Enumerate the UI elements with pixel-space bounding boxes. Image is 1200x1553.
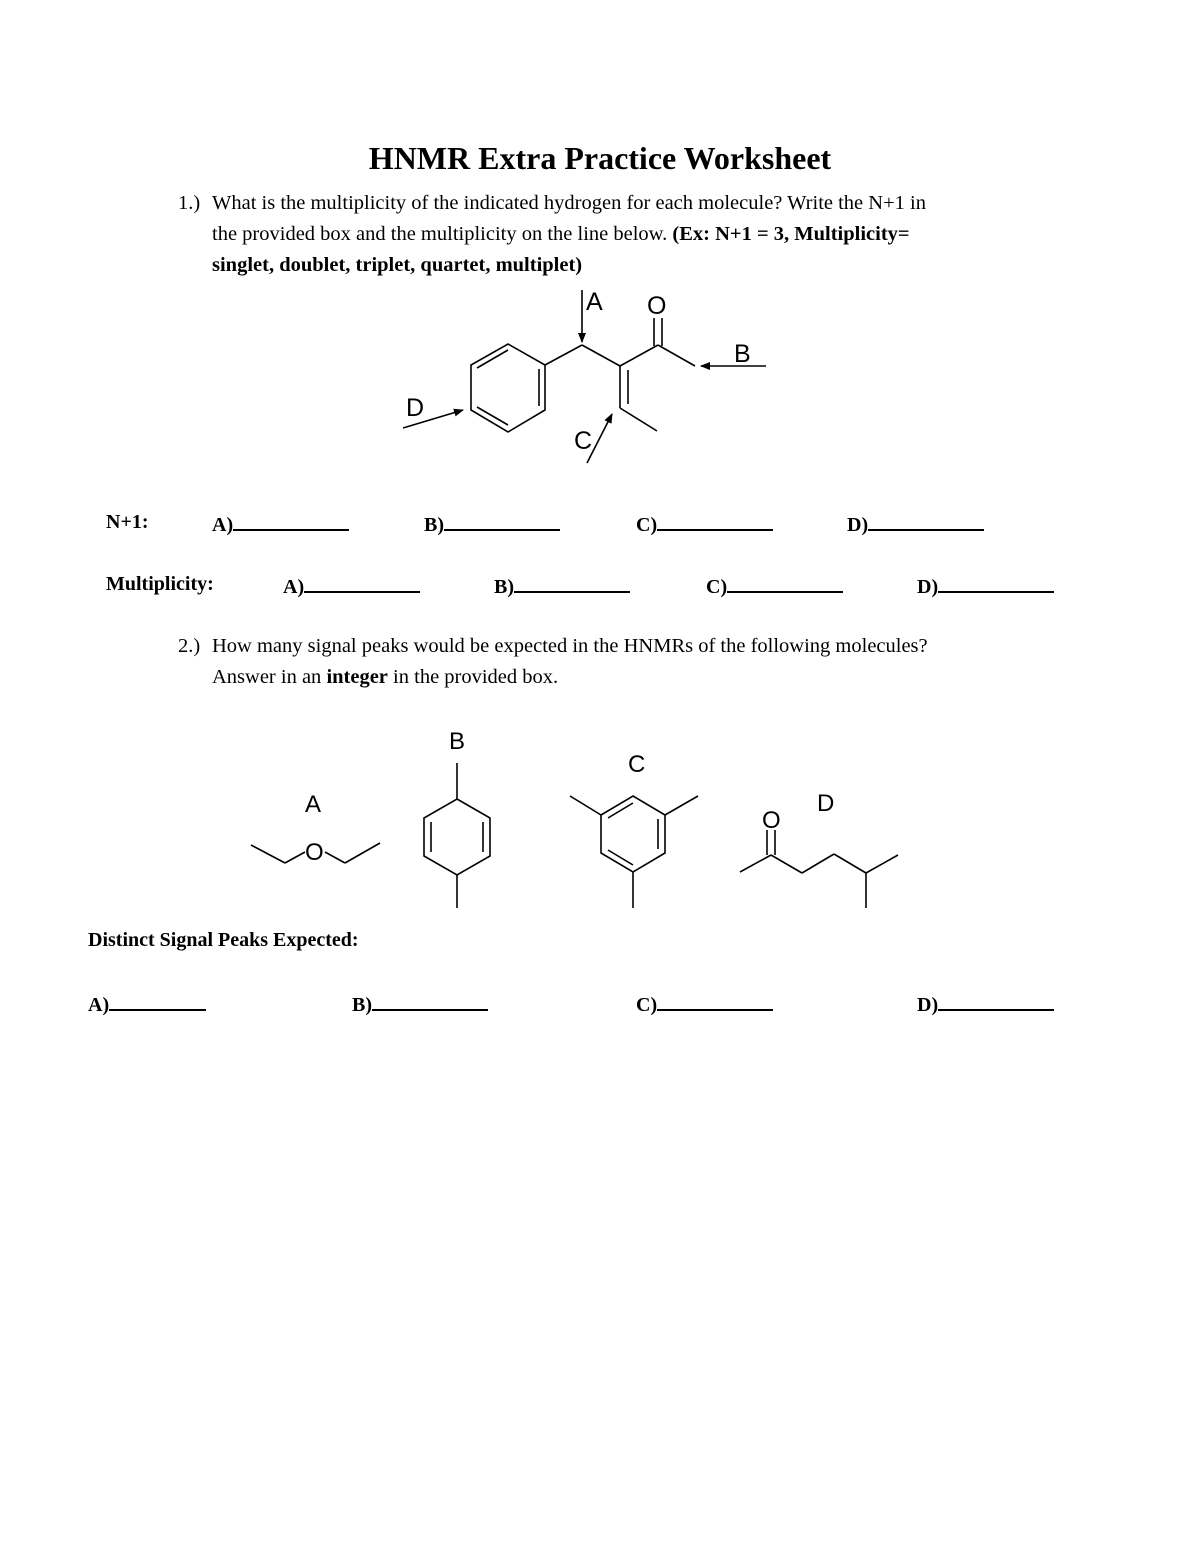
label-oxygen: O [647,292,667,320]
molecule-label-c: C [628,751,646,778]
question-2-number: 2.) [178,635,201,657]
peaks-answer-a[interactable]: A) [88,991,206,1017]
molecule-d-oxygen: O [762,807,781,834]
label-b: B [734,340,751,368]
label-c: C [574,427,593,455]
question-2-line-2-post: in the provided box. [387,666,559,688]
question-1-line-1: What is the multiplicity of the indicated hydrogen for each molecule? Write the N+1 in [212,192,926,214]
question-1-number: 1.) [178,192,201,214]
peaks-answer-d[interactable]: D) [917,991,1054,1017]
multiplicity-answer-b[interactable]: B) [494,573,630,599]
peaks-label: Distinct Signal Peaks Expected: [88,929,359,951]
molecule-b [424,763,490,908]
peaks-answer-b[interactable]: B) [352,991,488,1017]
molecule-c [570,796,698,908]
multiplicity-answer-a[interactable]: A) [283,573,420,599]
peaks-answer-c[interactable]: C) [636,991,773,1017]
molecule-d [740,830,898,908]
question-1-line-2: the provided box and the multiplicity on the line below. [212,223,673,245]
label-d: D [406,394,425,422]
label-a: A [586,288,603,316]
question-1-line-3: singlet, doublet, triplet, quartet, multiplet) [212,254,583,276]
n1-answer-d[interactable]: D) [847,511,984,537]
molecule-label-d: D [817,790,835,817]
n1-answer-b[interactable]: B) [424,511,560,537]
n1-answer-c[interactable]: C) [636,511,773,537]
question-2-line-1: How many signal peaks would be expected in the HNMRs of the following molecules? [212,635,928,657]
question-1-example: (Ex: N+1 = 3, Multiplicity= [672,223,910,245]
question-2-integer: integer [326,666,388,688]
question-2-line-2-pre: Answer in an [212,666,327,688]
multiplicity-answer-c[interactable]: C) [706,573,843,599]
worksheet-title: HNMR Extra Practice Worksheet [368,140,832,176]
molecule-label-a: A [305,791,322,818]
n1-row-label: N+1: [106,511,149,533]
molecule-label-b: B [449,728,466,755]
molecule-a-oxygen: O [305,839,324,866]
multiplicity-answer-d[interactable]: D) [917,573,1054,599]
multiplicity-row-label: Multiplicity: [106,573,214,595]
n1-answer-a[interactable]: A) [212,511,349,537]
